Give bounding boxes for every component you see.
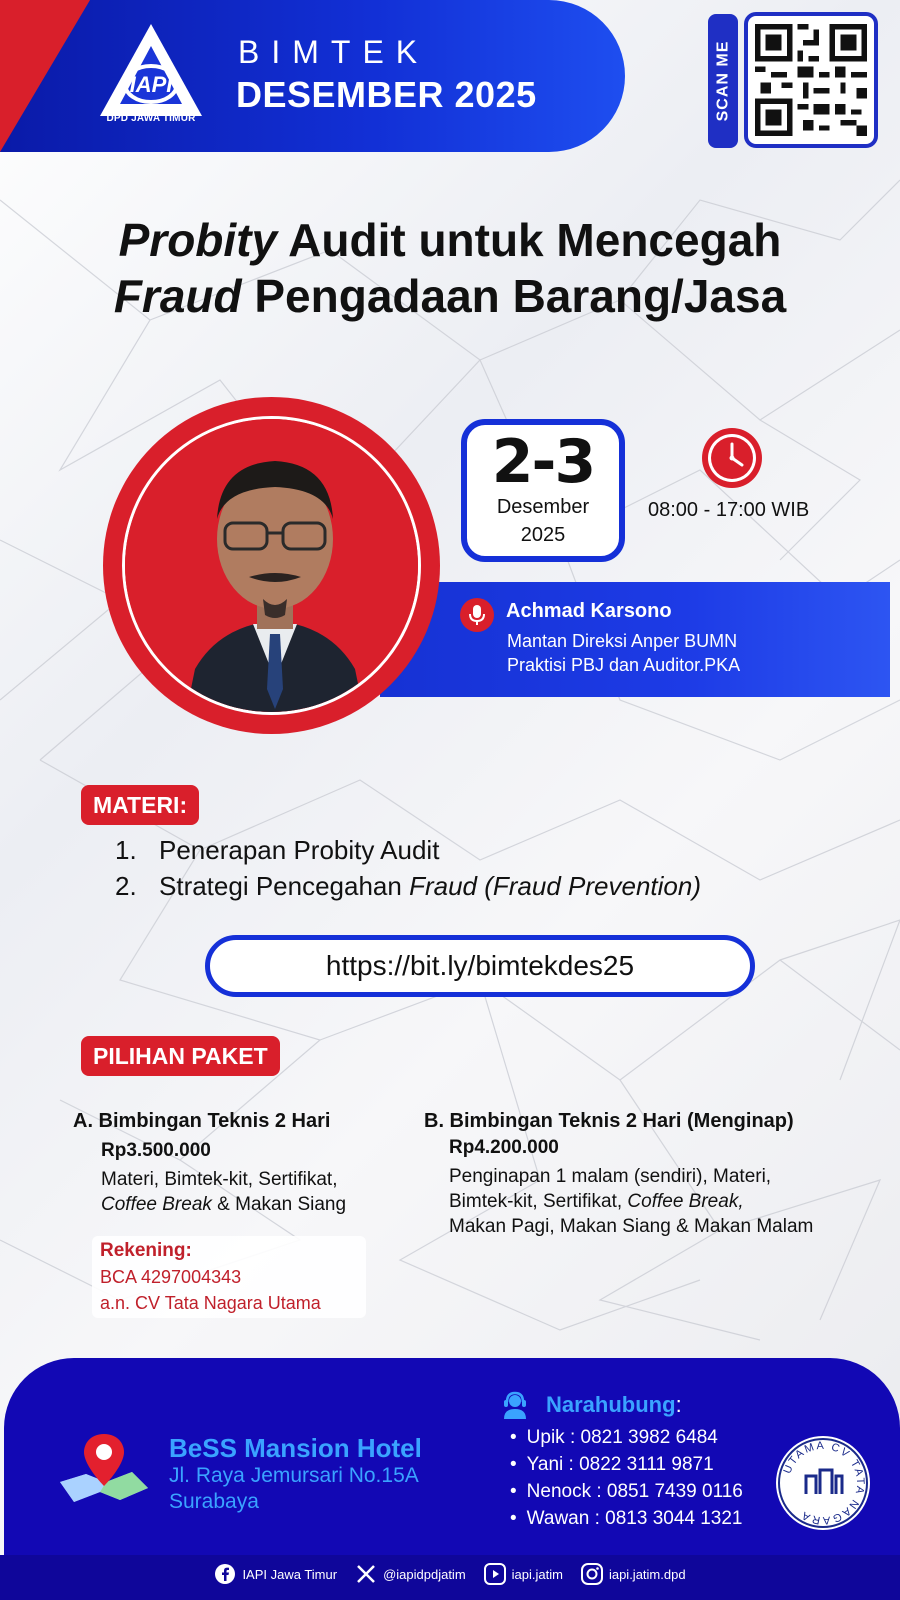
package-b-description	[449, 1164, 869, 1239]
venue-address-line-1: Jl. Raya Jemursari No.15A	[169, 1464, 419, 1487]
title-italic-probity: Probity	[118, 214, 278, 266]
package-b-desc-italic: Coffee Break,	[627, 1191, 744, 1212]
qr-code[interactable]	[744, 12, 878, 148]
venue-name: BeSS Mansion Hotel	[169, 1433, 422, 1463]
contact-item[interactable]: • Yani : 0822 3111 9871	[510, 1451, 743, 1478]
partner-logo	[776, 1436, 870, 1530]
materi-item-text-plain: Strategi Pencegahan	[159, 871, 410, 901]
materi-item-text: Penerapan Probity Audit	[159, 835, 440, 865]
title-italic-fraud: Fraud	[113, 270, 242, 322]
contact-label-colon: :	[675, 1392, 682, 1417]
contact-list	[510, 1424, 743, 1532]
contact-item[interactable]: • Upik : 0821 3982 6484	[510, 1424, 743, 1451]
package-a-price: Rp3.500.000	[101, 1140, 211, 1161]
title-line-2	[0, 268, 900, 324]
partner-logo-text: UTAMA CV TATA NAGARA	[781, 1439, 867, 1527]
headset-icon	[502, 1391, 528, 1419]
package-a-desc-line-2	[101, 1192, 401, 1217]
facebook-icon	[214, 1563, 236, 1585]
contact-label	[546, 1392, 682, 1418]
event-date-box	[461, 419, 625, 562]
social-instagram-handle: iapi.jatim.dpd	[608, 1566, 686, 1582]
scan-me-label: SCAN ME	[714, 40, 731, 122]
map-pin-icon	[56, 1430, 152, 1510]
package-b-desc-line-1: Penginapan 1 malam (sendiri), Materi,	[449, 1166, 772, 1187]
materi-item-text-italic: Fraud (Fraud Prevention)	[409, 871, 701, 901]
package-a-desc-line-1: Materi, Bimtek-kit, Sertifikat,	[101, 1169, 338, 1190]
package-b-desc-line-2	[449, 1189, 869, 1214]
social-youtube[interactable]	[484, 1563, 563, 1585]
social-links	[0, 1563, 900, 1585]
speaker-portrait-icon	[125, 419, 421, 715]
speaker-photo	[122, 416, 421, 715]
event-time: 08:00 - 17:00 WIB	[648, 499, 810, 521]
speaker-role-line-2: Praktisi PBJ dan Auditor.PKA	[507, 655, 741, 675]
event-type-label: BIMTEK	[238, 34, 430, 70]
header-red-corner	[0, 0, 90, 152]
title-line-1-text: Audit untuk Mencegah	[277, 214, 782, 266]
social-x-handle: @iapidpdjatim	[383, 1566, 466, 1582]
event-date-year: 2025	[520, 524, 566, 546]
materi-item-text	[159, 871, 701, 902]
scan-me-tab	[708, 14, 738, 148]
clock-icon	[701, 427, 763, 489]
youtube-icon	[484, 1563, 506, 1585]
paket-label: PILIHAN PAKET	[81, 1036, 280, 1076]
event-title	[0, 212, 900, 324]
social-facebook-handle: IAPI Jawa Timur	[242, 1566, 338, 1582]
social-x[interactable]	[355, 1563, 466, 1585]
microphone-icon	[460, 598, 494, 632]
package-b-desc-line-3: Makan Pagi, Makan Siang & Makan Malam	[449, 1216, 814, 1237]
package-a-desc-italic: Coffee Break	[101, 1194, 212, 1215]
logo-subtitle: DPD JAWA TIMUR	[106, 113, 196, 124]
title-line-1	[0, 212, 900, 268]
event-date-month: Desember	[496, 496, 590, 518]
event-month-label: DESEMBER 2025	[236, 74, 537, 115]
speaker-name: Achmad Karsono	[506, 600, 672, 622]
venue-address-line-2: Surabaya	[169, 1490, 259, 1513]
package-b-desc-line-2-pre: Bimtek-kit, Sertifikat,	[449, 1191, 628, 1212]
contact-item[interactable]: • Nenock : 0851 7439 0116	[510, 1478, 743, 1505]
package-a-desc-rest: & Makan Siang	[211, 1194, 347, 1215]
bank-account-label: Rekening:	[100, 1240, 192, 1261]
materi-item	[115, 835, 439, 866]
social-facebook[interactable]	[214, 1563, 337, 1585]
social-instagram[interactable]	[581, 1563, 686, 1585]
qr-code-icon	[755, 24, 867, 136]
contact-item[interactable]: • Wawan : 0813 3044 1321	[510, 1505, 743, 1532]
materi-label: MATERI:	[81, 785, 199, 825]
package-b-price: Rp4.200.000	[449, 1137, 559, 1158]
bank-account-holder: a.n. CV Tata Nagara Utama	[100, 1293, 321, 1313]
title-line-2-text: Pengadaan Barang/Jasa	[241, 270, 787, 322]
speaker-role-line-1: Mantan Direksi Anper BUMN	[507, 631, 738, 651]
materi-item-number: 2.	[115, 871, 137, 901]
package-b-title: B. Bimbingan Teknis 2 Hari (Menginap)	[424, 1110, 794, 1132]
instagram-icon	[581, 1563, 603, 1585]
tata-nagara-logo-icon	[776, 1436, 870, 1530]
event-days: 2-3	[491, 427, 595, 497]
registration-link[interactable]: https://bit.ly/bimtekdes25	[205, 935, 755, 997]
package-a-title: A. Bimbingan Teknis 2 Hari	[73, 1110, 331, 1132]
materi-item-number: 1.	[115, 835, 137, 865]
logo-text: IAPI	[129, 72, 173, 97]
bank-account-number: BCA 4297004343	[100, 1267, 242, 1287]
contact-label-text: Narahubung	[546, 1392, 676, 1417]
materi-item	[115, 871, 701, 902]
social-youtube-handle: iapi.jatim	[511, 1566, 563, 1582]
bank-account-box	[92, 1236, 366, 1318]
x-icon	[355, 1563, 377, 1585]
package-a-description	[101, 1167, 401, 1217]
